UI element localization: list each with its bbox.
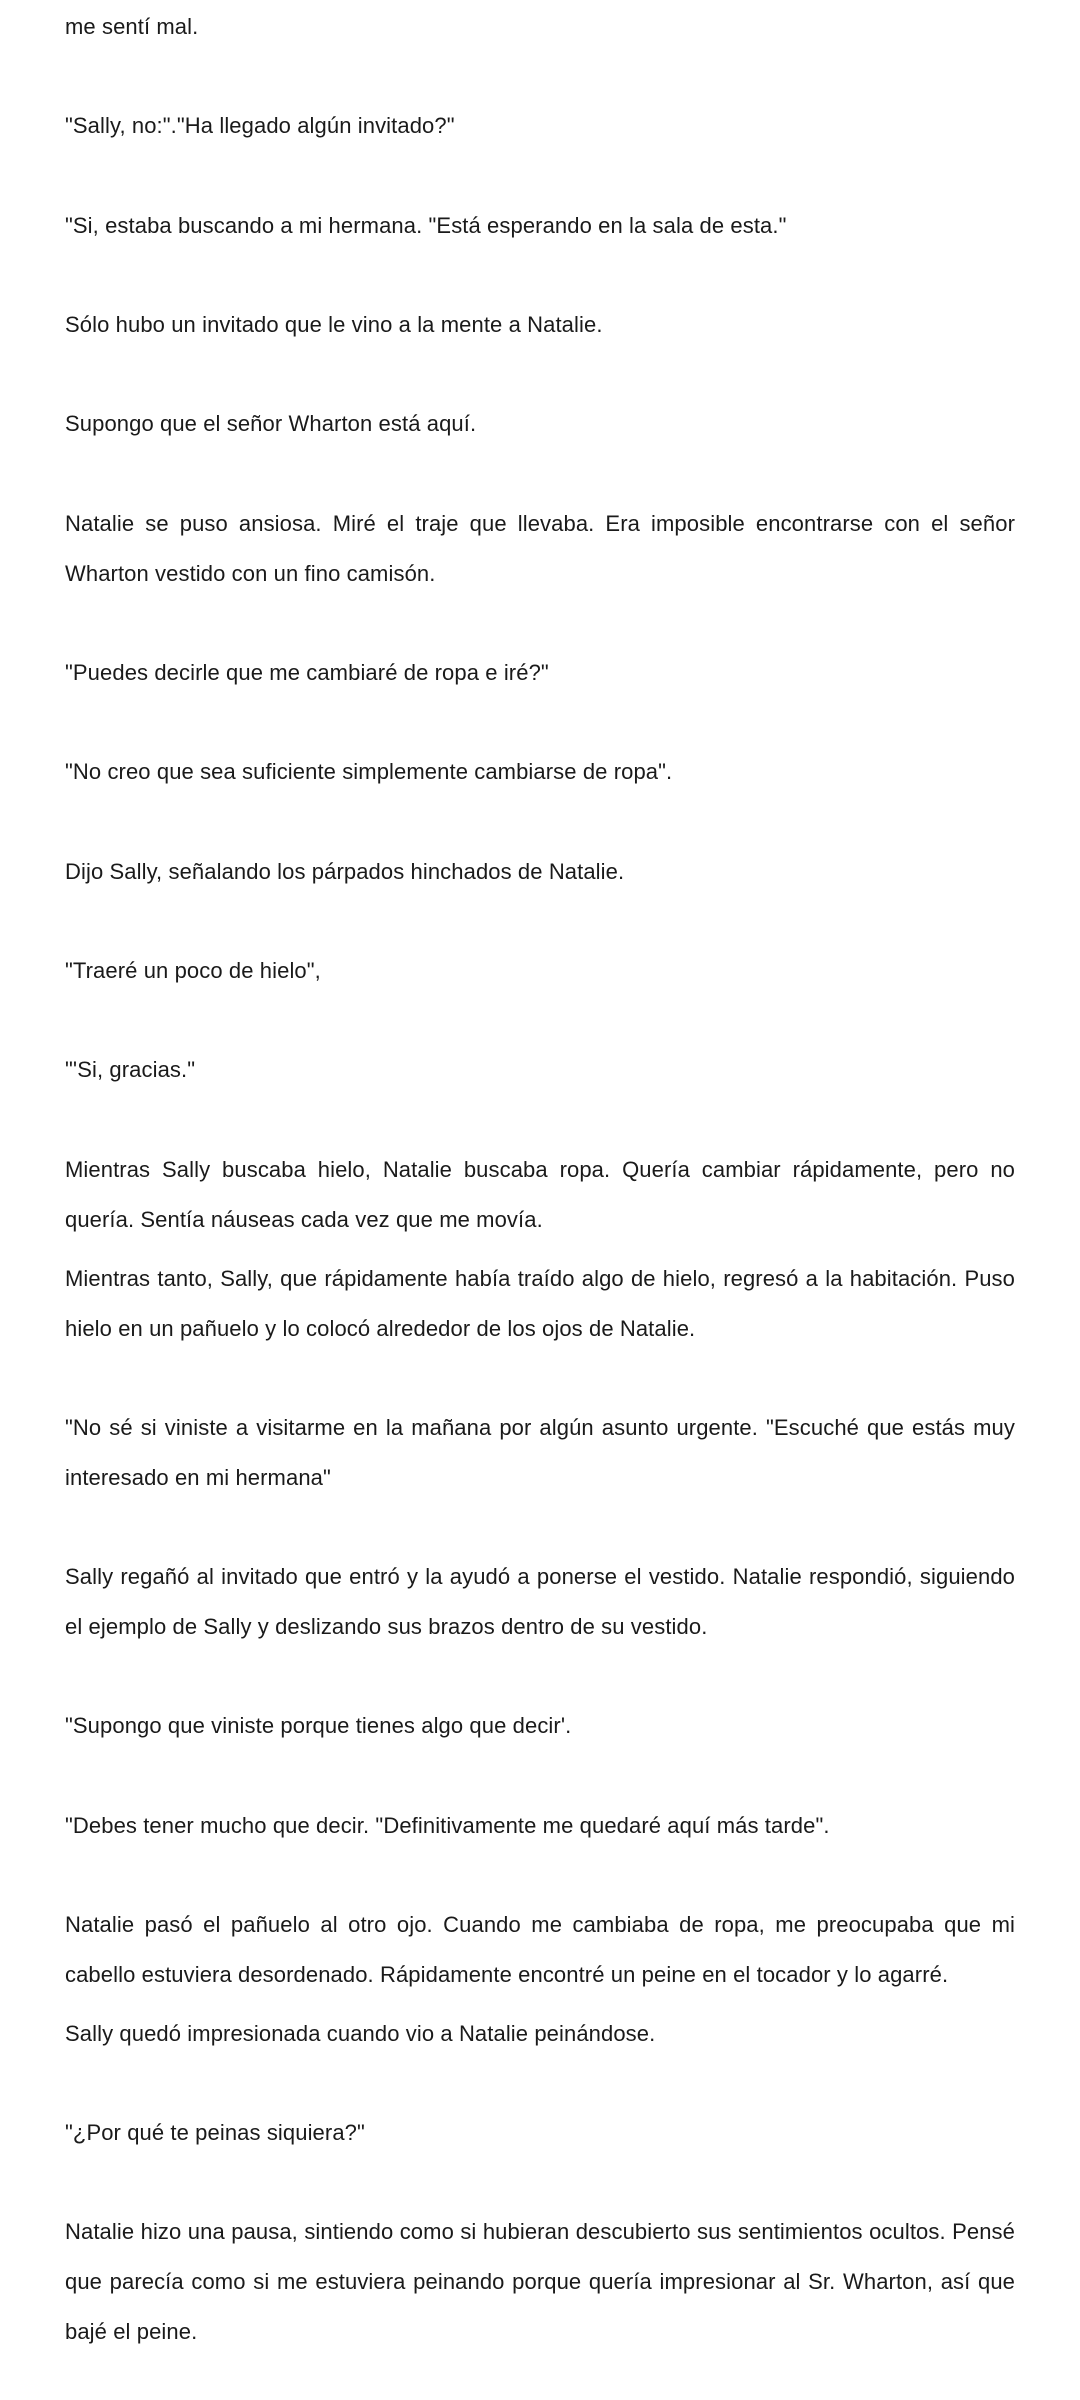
reader-content[interactable] <box>65 0 1015 2400</box>
paragraph: "Sally, no:"."Ha llegado algún invitado?" <box>65 113 455 138</box>
paragraph: Mientras Sally buscaba hielo, Natalie buscaba ropa. Quería cambiar rápidamente, pero no quería. Sentía náuseas cada vez que me movía. <box>65 1157 1015 1232</box>
paragraph: "Debes tener mucho que decir. "Definitivamente me quedaré aquí más tarde". <box>65 1813 830 1838</box>
paragraph: Dijo Sally, señalando los párpados hinchados de Natalie. <box>65 859 625 884</box>
paragraph: "Si, estaba buscando a mi hermana. "Está esperando en la sala de esta." <box>65 213 787 238</box>
paragraph: "'Si, gracias." <box>65 1057 196 1082</box>
paragraph: Sally quedó impresionada cuando vio a Natalie peinándose. <box>65 2021 656 2046</box>
paragraph: "Supongo que viniste porque tienes algo que decir'. <box>65 1713 572 1738</box>
paragraph: Natalie pasó el pañuelo al otro ojo. Cuando me cambiaba de ropa, me preocupaba que mi cabello estuviera desordenado. Rápidamente encontré un peine en el tocador y lo agarré. <box>65 1912 1015 1987</box>
paragraph: "Traeré un poco de hielo", <box>65 958 321 983</box>
paragraph: Supongo que el señor Wharton está aquí. <box>65 411 477 436</box>
paragraph: "No sé si viniste a visitarme en la mañana por algún asunto urgente. "Escuché que estás muy interesado en mi hermana" <box>65 1415 1015 1490</box>
paragraph: me sentí mal. <box>65 14 199 39</box>
paragraph: "No creo que sea suficiente simplemente cambiarse de ropa". <box>65 759 673 784</box>
paragraph: "Puedes decirle que me cambiaré de ropa e iré?" <box>65 660 549 685</box>
paragraph: Natalie hizo una pausa, sintiendo como si hubieran descubierto sus sentimientos ocultos. Pensé que parecía como si me estuviera peinando porque quería impresionar al Sr. Wharton, así que bajé el peine. <box>65 2219 1015 2344</box>
paragraph: "¿Por qué te peinas siquiera?" <box>65 2120 365 2145</box>
paragraph: Natalie se puso ansiosa. Miré el traje que llevaba. Era imposible encontrarse con el señor Wharton vestido con un fino camisón. <box>65 511 1015 586</box>
paragraph: Mientras tanto, Sally, que rápidamente había traído algo de hielo, regresó a la habitación. Puso hielo en un pañuelo y lo colocó alrededor de los ojos de Natalie. <box>65 1266 1015 1341</box>
paragraph: Sólo hubo un invitado que le vino a la mente a Natalie. <box>65 312 603 337</box>
paragraph: Sally regañó al invitado que entró y la ayudó a ponerse el vestido. Natalie respondió, siguiendo el ejemplo de Sally y deslizando sus brazos dentro de su vestido. <box>65 1564 1015 1639</box>
